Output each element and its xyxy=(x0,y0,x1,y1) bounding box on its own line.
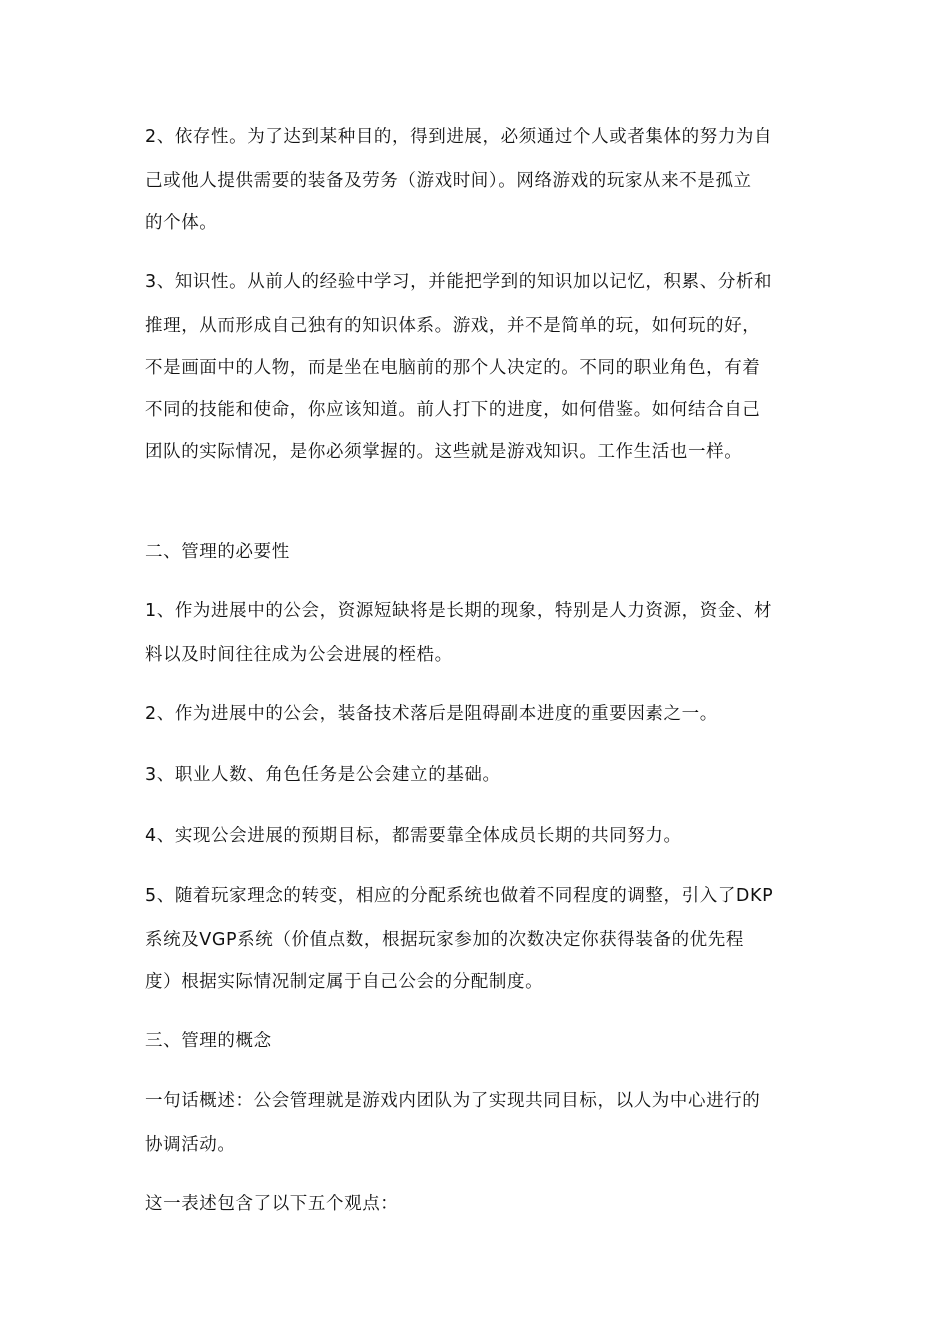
text-line: 3、职业人数、角色任务是公会建立的基础。 xyxy=(145,765,501,785)
text-line: 团队的实际情况，是你必须掌握的。这些就是游戏知识。工作生活也一样。 xyxy=(145,442,743,462)
text-line: 1、作为进展中的公会，资源短缺将是长期的现象，特别是人力资源，资金、材 xyxy=(145,601,773,621)
section-heading: 二、管理的必要性 xyxy=(145,542,290,562)
text-line: 推理，从而形成自己独有的知识体系。游戏，并不是简单的玩，如何玩的好， xyxy=(145,316,761,336)
text-line: 不是画面中的人物，而是坐在电脑前的那个人决定的。不同的职业角色，有着 xyxy=(145,358,761,378)
text-line: 料以及时间往往成为公会进展的桎梏。 xyxy=(145,645,453,665)
text-line: 系统及VGP系统（价值点数，根据玩家参加的次数决定你获得装备的优先程 xyxy=(145,930,744,950)
text-line: 不同的技能和使命，你应该知道。前人打下的进度，如何借鉴。如何结合自己 xyxy=(145,400,761,420)
text-line: 一句话概述：公会管理就是游戏内团队为了实现共同目标，以人为中心进行的 xyxy=(145,1091,761,1111)
text-line: 2、依存性。为了达到某种目的，得到进展，必须通过个人或者集体的努力为自 xyxy=(145,127,773,147)
text-line: 己或他人提供需要的装备及劳务（游戏时间）。网络游戏的玩家从来不是孤立 xyxy=(145,171,752,191)
text-line: 5、随着玩家理念的转变，相应的分配系统也做着不同程度的调整，引入了DKP xyxy=(145,886,774,906)
text-line: 4、实现公会进展的预期目标，都需要靠全体成员长期的共同努力。 xyxy=(145,826,682,846)
section-heading: 三、管理的概念 xyxy=(145,1031,272,1051)
text-line: 这一表述包含了以下五个观点： xyxy=(145,1194,399,1214)
text-line: 的个体。 xyxy=(145,213,218,233)
text-line: 协调活动。 xyxy=(145,1135,236,1155)
text-line: 度）根据实际情况制定属于自己公会的分配制度。 xyxy=(145,972,544,992)
text-line: 3、知识性。从前人的经验中学习，并能把学到的知识加以记忆，积累、分析和 xyxy=(145,272,773,292)
text-line: 2、作为进展中的公会，装备技术落后是阻碍副本进度的重要因素之一。 xyxy=(145,704,718,724)
